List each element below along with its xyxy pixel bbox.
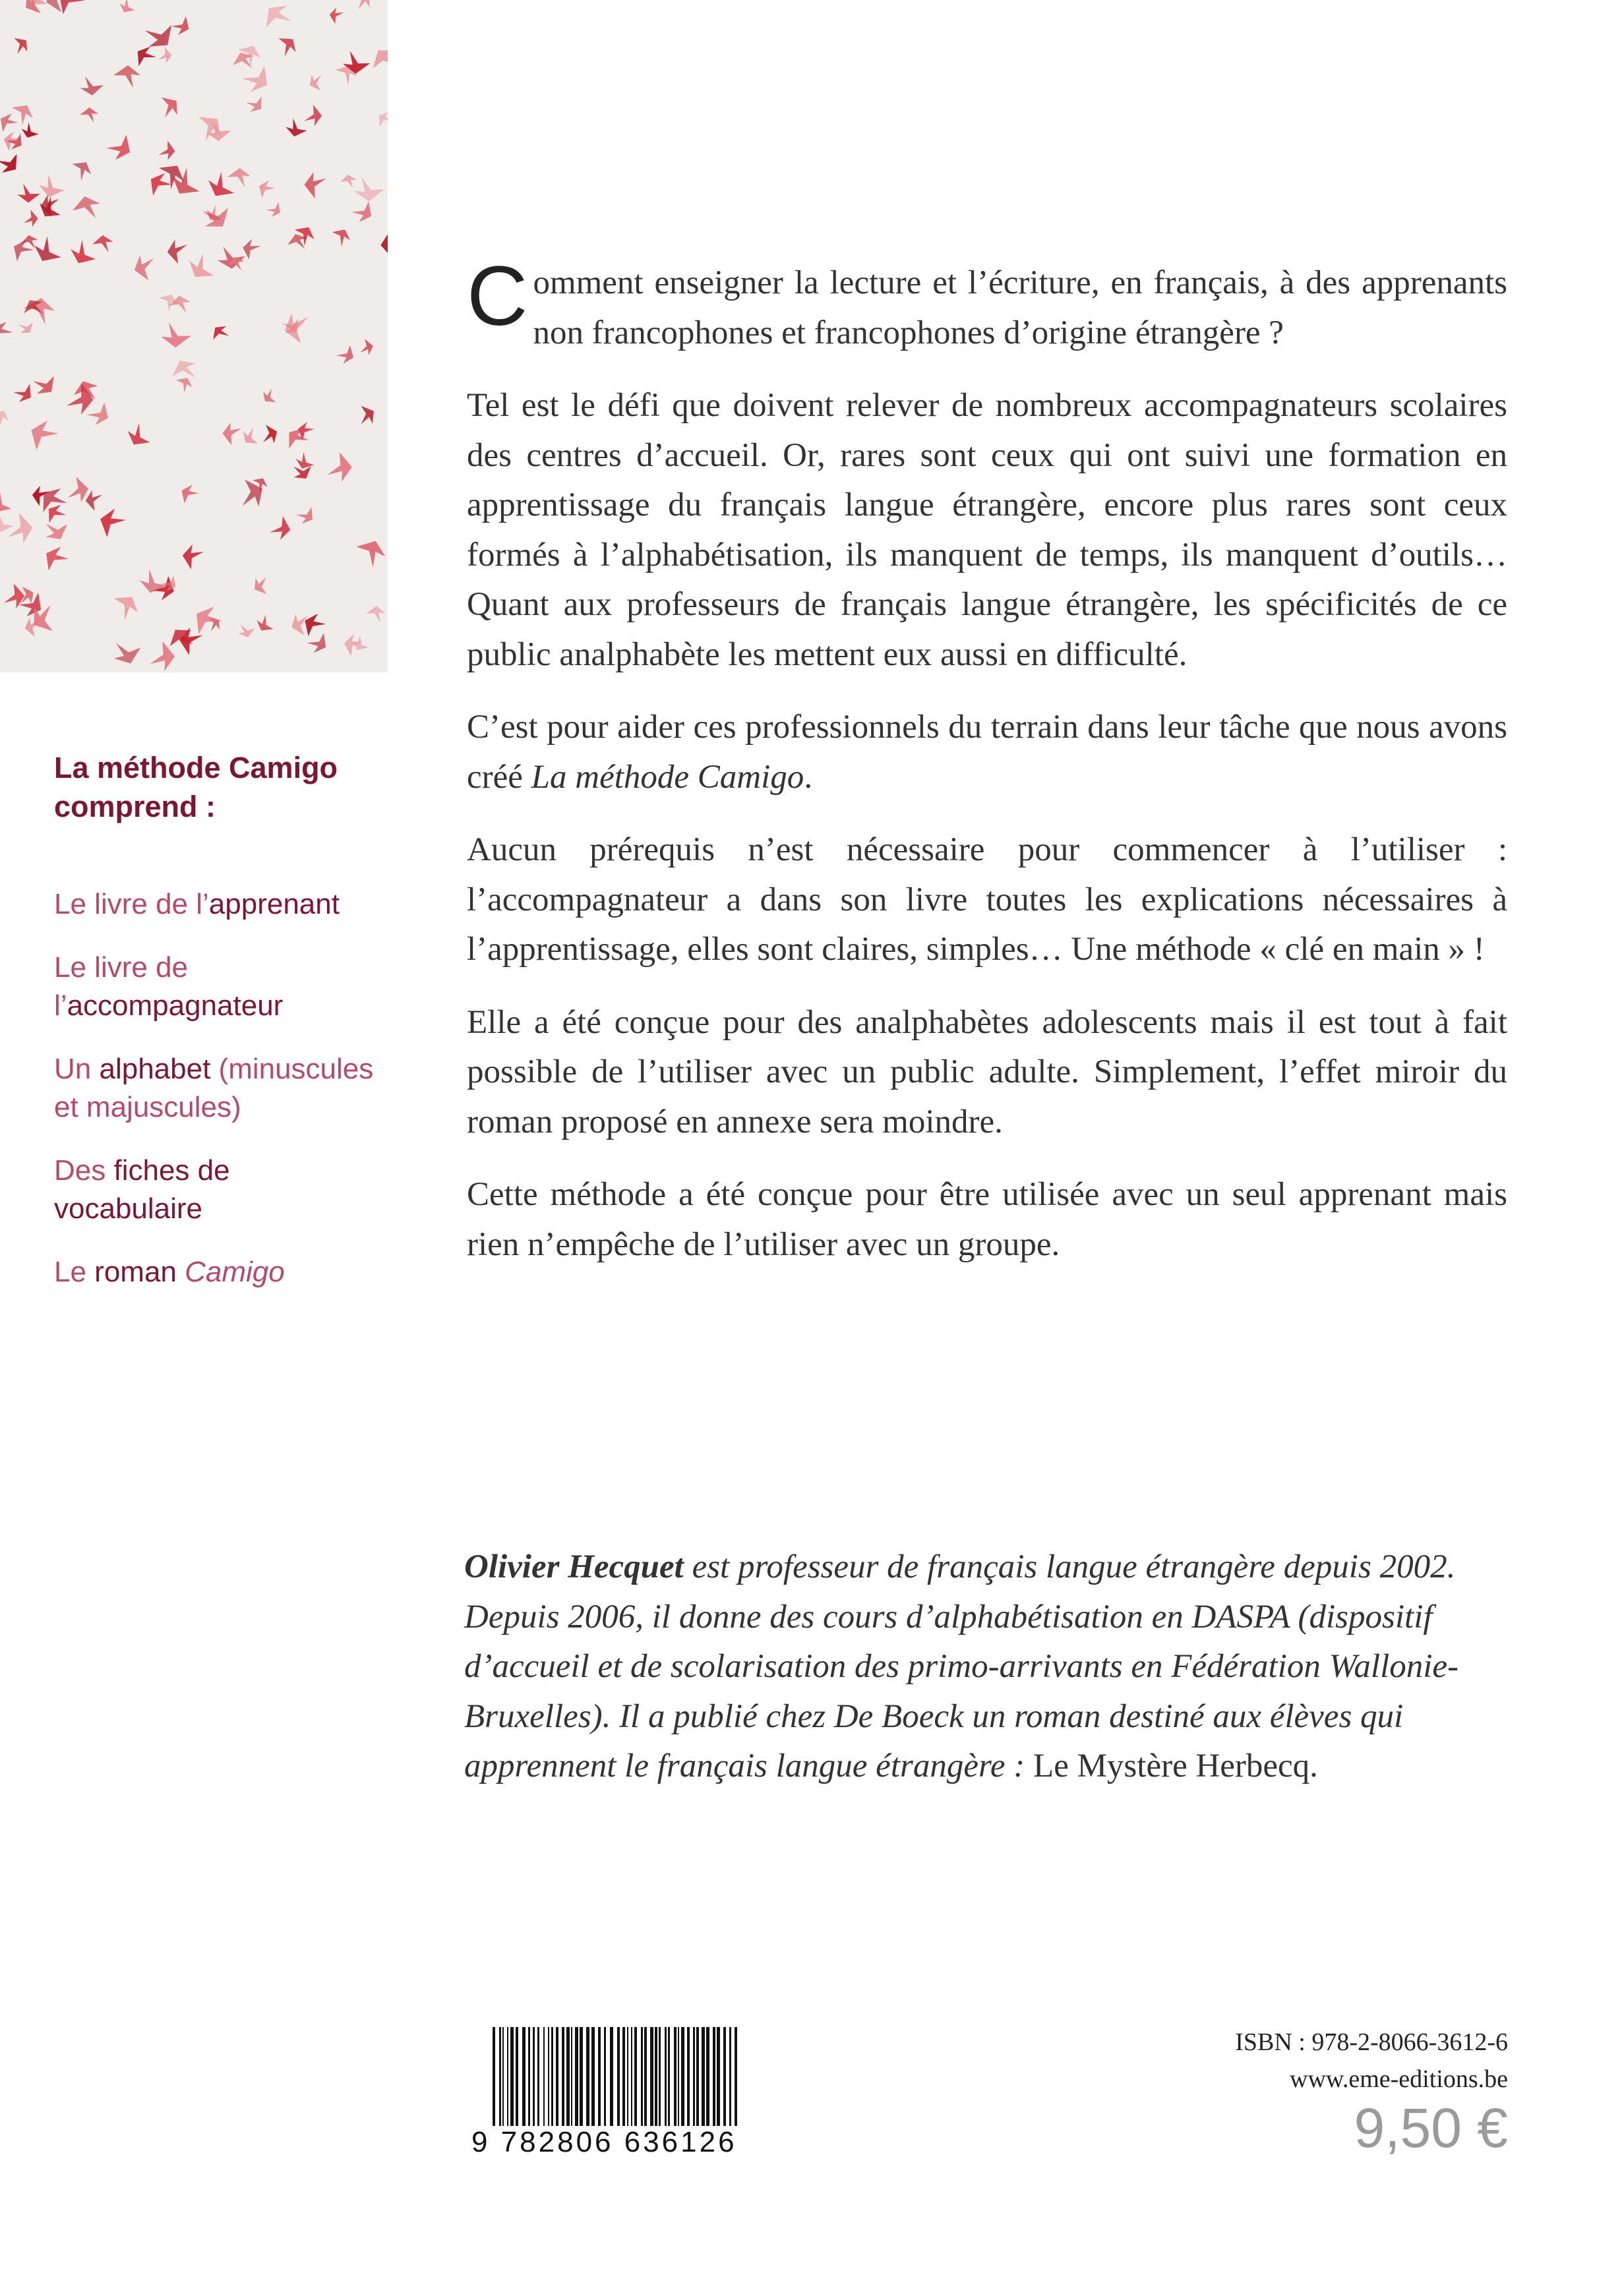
- barcode-bar: [591, 2027, 595, 2126]
- barcode-bar: [713, 2027, 715, 2126]
- bird-shape: [0, 664, 1, 672]
- bird-shape: [59, 0, 85, 15]
- bird-shape: [164, 235, 194, 265]
- barcode-bar: [556, 2027, 558, 2126]
- bird-shape: [212, 323, 232, 344]
- bird-shape: [0, 411, 9, 427]
- bird-shape: [306, 71, 328, 92]
- drop-cap: C: [467, 249, 528, 343]
- sidebar-title: La méthode Camigo comprend :: [54, 751, 338, 823]
- bird-shape: [1, 113, 18, 132]
- barcode-bar: [681, 2027, 684, 2126]
- barcode-bar: [735, 2027, 737, 2126]
- barcode-bar: [548, 2027, 549, 2126]
- barcode-bar: [693, 2027, 695, 2126]
- bird-shape: [295, 451, 315, 469]
- barcode-bar: [650, 2027, 653, 2126]
- bird-shape: [105, 134, 130, 160]
- bird-shape: [305, 613, 327, 636]
- barcode-bar: [610, 2027, 613, 2126]
- blurb-text: [467, 249, 1507, 1293]
- bird-shape: [336, 345, 354, 365]
- bird-shape: [256, 423, 281, 448]
- list-item: Le roman Camigo: [54, 1256, 285, 1288]
- barcode-bar: [634, 2027, 637, 2126]
- bird-shape: [377, 227, 388, 260]
- barcode-bar: [604, 2027, 606, 2126]
- bird-shape: [0, 512, 37, 549]
- bird-shape: [79, 105, 101, 127]
- bird-shape: [0, 150, 19, 175]
- bird-shape: [0, 491, 12, 512]
- cover-artwork: [0, 0, 388, 672]
- bird-shape: [71, 162, 92, 181]
- bird-shape: [340, 173, 359, 192]
- bird-shape: [16, 318, 34, 337]
- bird-shape: [227, 165, 254, 192]
- bird-shape: [180, 541, 208, 570]
- bird-shape: [71, 192, 105, 227]
- bird-shape: [34, 235, 61, 261]
- bird-shape: [299, 103, 324, 129]
- bird-shape: [14, 179, 41, 205]
- bird-shape: [0, 582, 28, 612]
- barcode-bar: [723, 2027, 726, 2126]
- bird-shape: [351, 202, 371, 223]
- bird-shape: [140, 17, 174, 53]
- barcode-bar: [499, 2027, 501, 2126]
- bird-shape: [30, 419, 59, 450]
- bird-shape: [296, 506, 314, 525]
- barcode-bar: [687, 2027, 690, 2126]
- barcode-bar: [717, 2027, 720, 2126]
- bird-shape: [220, 419, 246, 446]
- bird-shape: [241, 426, 261, 446]
- bird-shape: [266, 515, 293, 543]
- barcode-bar: [507, 2027, 508, 2126]
- bird-shape: [40, 514, 69, 545]
- list-item: Le livre de l’accompagnateur: [54, 951, 284, 1022]
- barcode-bar: [502, 2027, 504, 2126]
- bird-shape: [119, 0, 135, 13]
- barcode-bar: [575, 2027, 578, 2126]
- barcode-digits: 9 782806 636126: [471, 2126, 737, 2158]
- bird-shape: [154, 46, 173, 66]
- bird-shape: [213, 239, 247, 273]
- publisher-info: [1235, 2024, 1508, 2098]
- bird-shape: [143, 639, 179, 672]
- bird-shape: [112, 596, 138, 621]
- barcode-bar: [641, 2027, 643, 2126]
- bird-shape: [30, 370, 56, 397]
- bird-shape: [150, 173, 172, 196]
- barcode-icon: [491, 2027, 742, 2133]
- barcode-bar: [598, 2027, 601, 2126]
- bird-shape: [112, 62, 144, 93]
- bird-shape: [37, 171, 65, 198]
- paragraph: Cette méthode a été conçue pour être utilisée avec un seul apprenant mais rien n’empêche de l’utiliser avec un groupe.: [467, 1176, 1507, 1263]
- list-item: Le livre de l’apprenant: [54, 888, 340, 920]
- barcode-bar: [696, 2027, 699, 2126]
- bird-shape: [332, 229, 351, 247]
- bird-shape: [46, 546, 69, 571]
- barcode-bar: [516, 2027, 518, 2126]
- barcode-bar: [537, 2027, 539, 2126]
- bird-shape: [171, 16, 189, 35]
- barcode-bar: [631, 2027, 632, 2126]
- barcode-bar: [644, 2027, 647, 2126]
- author-name: Olivier Hecquet: [464, 1548, 684, 1585]
- bird-shape: [70, 239, 96, 264]
- bird-shape: [155, 95, 182, 121]
- bird-shape: [371, 44, 388, 77]
- barcode-bar: [522, 2027, 526, 2126]
- red-bird-pattern-icon: [0, 0, 388, 672]
- bird-shape: [378, 111, 388, 128]
- barcode-bar: [622, 2027, 625, 2126]
- paragraph: C’est pour aider ces professionnels du terrain dans leur tâche que nous avons créé La méthode Camigo.: [467, 709, 1507, 796]
- barcode-bar: [617, 2027, 620, 2126]
- barcode-bar: [543, 2027, 545, 2126]
- website-link[interactable]: www.eme-editions.be: [1290, 2065, 1508, 2093]
- bird-shape: [0, 510, 14, 534]
- bird-shape: [154, 140, 177, 163]
- barcode-bar: [702, 2027, 705, 2126]
- bird-shape: [9, 36, 30, 57]
- bird-shape: [176, 378, 193, 394]
- price: 9,50 €: [1354, 2097, 1508, 2159]
- bird-shape: [130, 250, 162, 282]
- bird-shape: [196, 606, 224, 635]
- bird-shape: [188, 252, 216, 279]
- barcode-bar: [729, 2027, 731, 2126]
- bird-shape: [193, 114, 224, 145]
- barcode-bar: [493, 2027, 495, 2126]
- isbn: ISBN : 978-2-8066-3612-6: [1235, 2028, 1508, 2056]
- barcode-bar: [510, 2027, 514, 2126]
- bird-shape: [280, 307, 318, 345]
- barcode-bar: [586, 2027, 589, 2126]
- bird-shape: [353, 404, 378, 429]
- bird-shape: [181, 485, 200, 504]
- bird-shape: [263, 1, 295, 34]
- bird-shape: [275, 36, 299, 59]
- barcode: [471, 2027, 742, 2158]
- bird-shape: [20, 121, 39, 138]
- contents-list: [54, 885, 384, 1291]
- bird-shape: [13, 383, 32, 403]
- list-item: Des fiches de vocabulaire: [54, 1154, 230, 1225]
- bird-shape: [197, 198, 231, 233]
- bird-shape: [177, 624, 208, 657]
- barcode-bar: [528, 2027, 530, 2126]
- bird-shape: [242, 65, 268, 92]
- contents-sidebar: [54, 748, 384, 1316]
- paragraph-intro: Comment enseigner la lecture et l’écriture, en français, à des apprenants non francophones et francophones d’origine étrangère ?: [467, 249, 1507, 351]
- barcode-bar: [668, 2027, 670, 2126]
- bird-shape: [349, 170, 385, 206]
- bird-shape: [86, 402, 109, 426]
- bird-shape: [261, 387, 279, 404]
- paragraph: Aucun prérequis n’est nécessaire pour commencer à l’utiliser : l’accompagnateur a dans son livre toutes les explications nécessaires à l’apprentissage, elles sont claires, simples… Une méthode « clé en main » !: [467, 831, 1507, 968]
- bird-shape: [307, 633, 326, 653]
- barcode-bar: [571, 2027, 572, 2126]
- bird-shape: [320, 450, 355, 486]
- bird-shape: [99, 507, 129, 538]
- barcode-bar: [551, 2027, 553, 2126]
- bird-shape: [352, 635, 369, 650]
- bird-shape: [127, 423, 150, 445]
- bird-shape: [47, 504, 67, 525]
- barcode-bar: [659, 2027, 661, 2126]
- bird-shape: [350, 0, 375, 13]
- barcode-bar: [678, 2027, 679, 2126]
- barcode-bar: [627, 2027, 628, 2126]
- bird-shape: [284, 115, 308, 138]
- bird-shape: [301, 168, 332, 200]
- paragraph: Elle a été conçue pour des analphabètes adolescents mais il est tout à fait possible de l’utiliser avec un public adulte. Simplement, l’effet miroir du roman proposé en annexe sera moindre.: [467, 1003, 1507, 1140]
- barcode-bar: [655, 2027, 657, 2126]
- barcode-bar: [533, 2027, 535, 2126]
- bird-shape: [245, 94, 264, 114]
- bird-shape: [157, 316, 193, 351]
- bird-shape: [0, 322, 13, 343]
- bird-shape: [251, 573, 274, 596]
- barcode-bar: [566, 2027, 570, 2126]
- bird-shape: [136, 45, 157, 67]
- barcode-bar: [706, 2027, 709, 2126]
- bird-shape: [365, 604, 388, 626]
- bird-shape: [107, 633, 143, 669]
- bird-shape: [258, 180, 276, 198]
- author-bio: Olivier Hecquet est professeur de français langue étrangère depuis 2002. Depuis 2006, il donne des cours d’alphabétisation en DASPA (dispositif d’accueil et de scolarisation des primo-arrivants en Fédération Wallonie-Bruxelles). Il a publié chez De Boeck un roman destiné aux élèves qui apprennent le français langue étrangère : Le Mystère Herbecq.: [464, 1548, 1459, 1784]
- bird-shape: [91, 232, 117, 257]
- bird-shape: [328, 6, 346, 25]
- barcode-bar: [580, 2027, 583, 2126]
- barcode-bar: [562, 2027, 564, 2126]
- list-item: Un alphabet (minuscules et majuscules): [54, 1053, 374, 1123]
- barcode-bar: [674, 2027, 677, 2126]
- bird-shape: [19, 209, 40, 230]
- bird-shape: [356, 540, 387, 570]
- bird-shape: [256, 614, 274, 631]
- bird-shape: [235, 619, 256, 640]
- bird-shape: [266, 202, 280, 218]
- barcode-bar: [665, 2027, 667, 2126]
- book-title: Le Mystère Herbecq.: [1033, 1748, 1318, 1784]
- bird-shape: [76, 71, 105, 99]
- bird-shape: [355, 338, 376, 359]
- paragraph: Tel est le défi que doivent relever de nombreux accompagnateurs scolaires des centres d’accueil. Or, rares sont ceux qui ont suivi une formation en apprentissage du français langue étrangère, encore plus rares sont ceux formés à l’alphabétisation, ils manquent de temps, ils manquent d’outils… Quant aux professeurs de français langue étrangère, les spécificités de ce public analphabète les mettent eux aussi en difficulté.: [467, 387, 1507, 673]
